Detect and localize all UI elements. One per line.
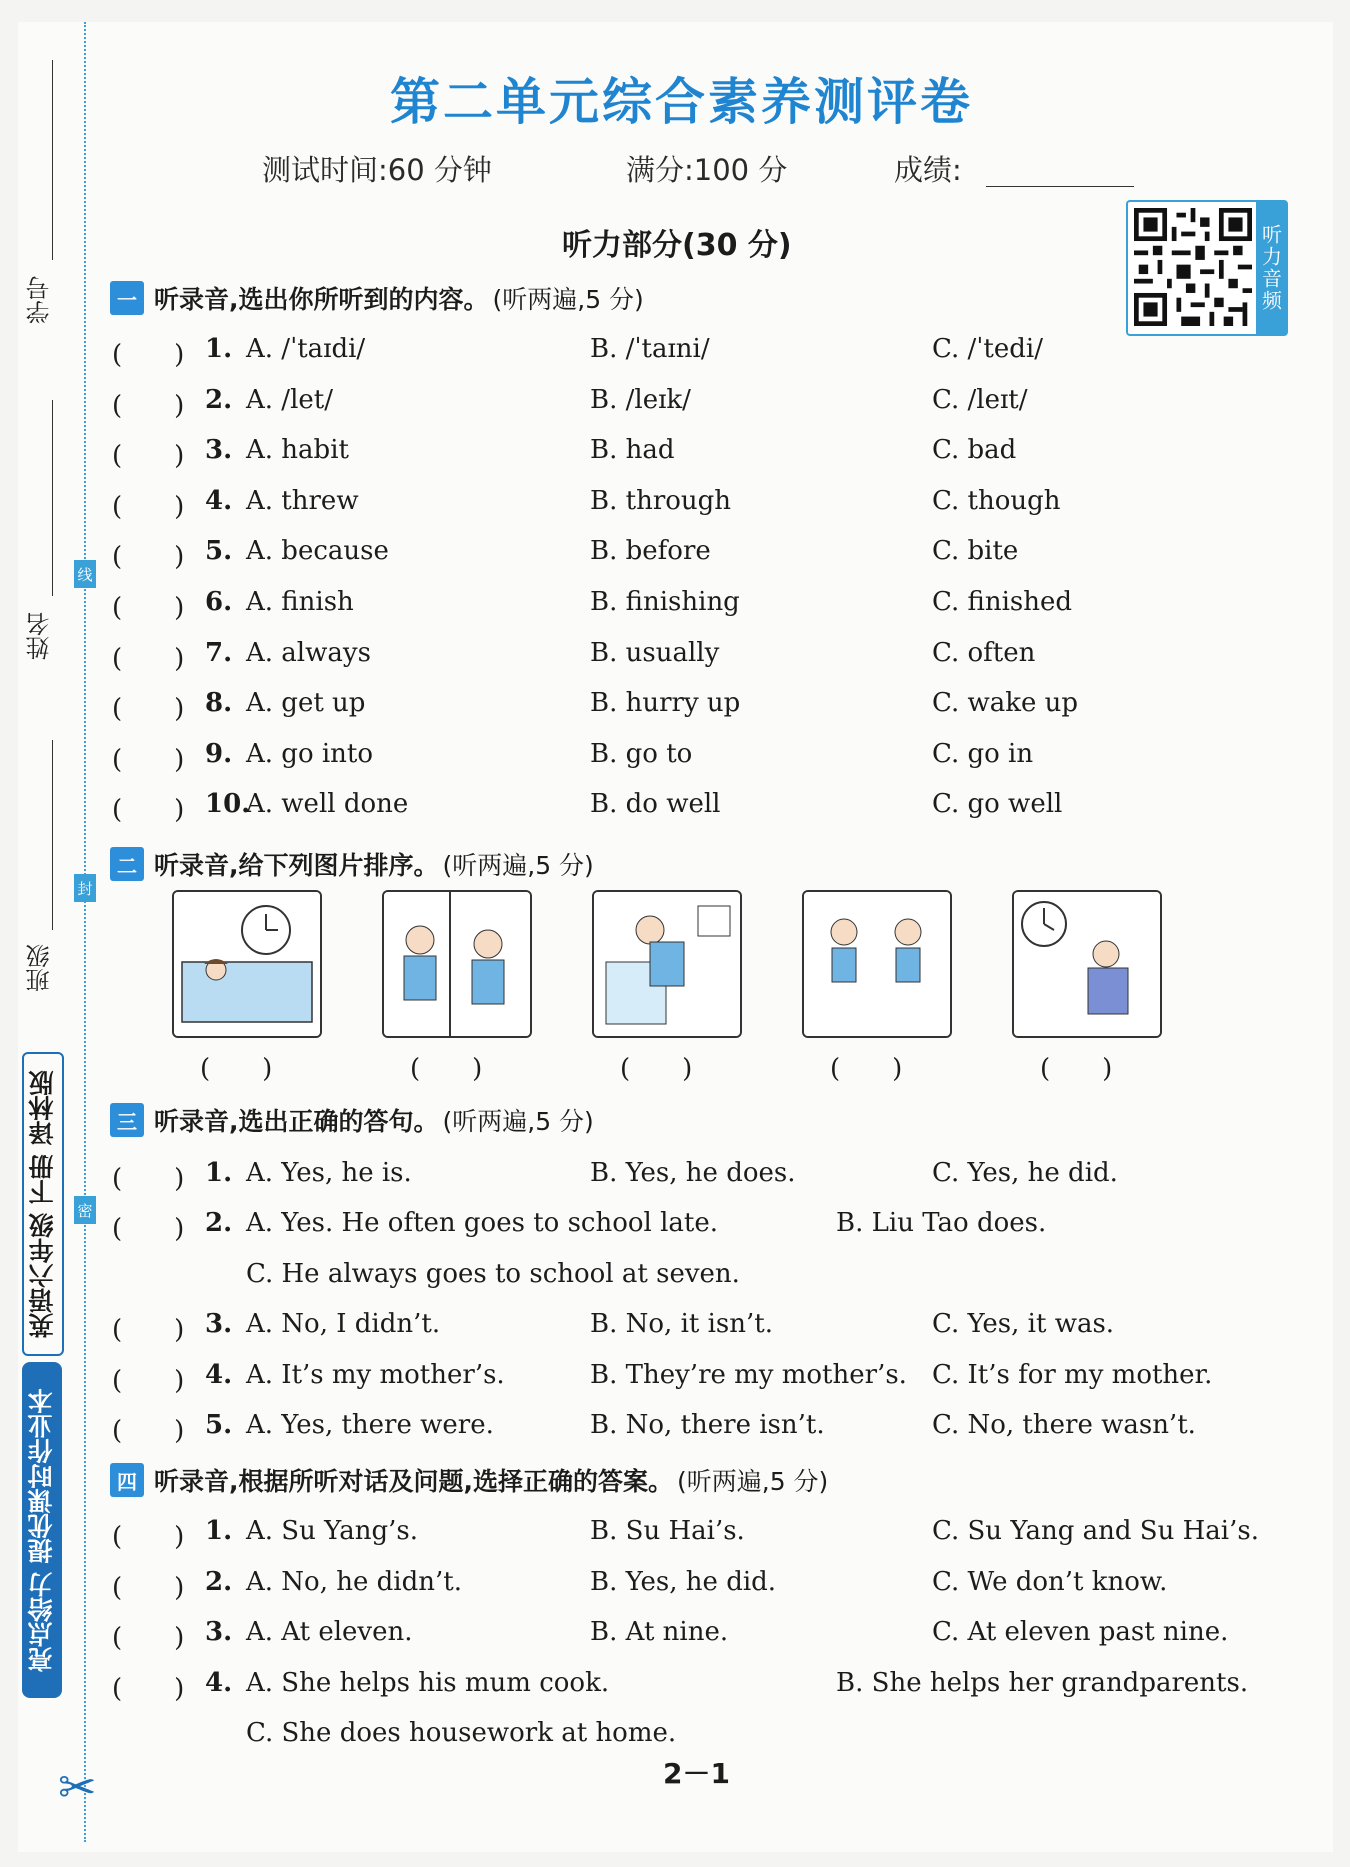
bind-mark-seal: 封	[74, 874, 96, 902]
option-c: C. finished	[932, 587, 1073, 617]
option-b: B. through	[590, 485, 732, 516]
binding-dashed-line	[84, 22, 86, 1842]
section-note: (听两遍,5 分)	[442, 1107, 594, 1136]
answer-paren[interactable]: ( )	[112, 643, 185, 674]
option-a: A. Yes. He often goes to school late.	[246, 1208, 719, 1239]
answer-paren[interactable]: ( )	[112, 744, 185, 775]
option-a: A. habit	[246, 435, 349, 466]
question-number: 1.	[205, 1158, 233, 1188]
section-4-heading	[110, 1462, 828, 1498]
answer-paren[interactable]: ( )	[112, 340, 185, 370]
option-b: B. She helps her grandparents.	[836, 1667, 1249, 1698]
option-c: C. go in	[932, 738, 1034, 769]
question-number: 7.	[205, 637, 233, 668]
option-c: C. bite	[932, 536, 1019, 567]
option-b: B. Su Hai’s.	[590, 1516, 745, 1546]
answer-paren[interactable]: ( )	[200, 1054, 273, 1084]
section-note: (听两遍,5 分)	[677, 1467, 829, 1496]
option-b: B. /leɪk/	[590, 384, 691, 415]
question-number: 4.	[205, 1667, 233, 1698]
full-score: 满分:100 分	[626, 153, 788, 187]
section-1-heading	[110, 280, 644, 316]
option-c: C. though	[932, 485, 1061, 516]
page-number: 2－1	[663, 1757, 730, 1790]
option-b: B. At nine.	[590, 1617, 729, 1648]
answer-paren[interactable]: ( )	[112, 694, 185, 725]
answer-paren[interactable]: ( )	[112, 593, 185, 623]
student-no-label: 学号	[26, 276, 54, 324]
section-number: 四	[110, 1463, 144, 1497]
section-number: 一	[110, 281, 144, 315]
question-number: 8.	[205, 688, 233, 719]
option-a: A. At eleven.	[246, 1617, 413, 1648]
score-label: 成绩:	[894, 153, 962, 187]
page-title: 第二单元综合素养测评卷	[390, 73, 973, 131]
answer-paren[interactable]: ( )	[112, 491, 185, 522]
option-c: C. bad	[932, 435, 1017, 466]
answer-paren[interactable]: ( )	[112, 1315, 185, 1346]
option-a: A. She helps his mum cook.	[246, 1667, 610, 1698]
option-c: C. She does housework at home.	[246, 1718, 677, 1749]
option-a: A. threw	[246, 485, 359, 516]
option-b: B. do well	[590, 789, 721, 820]
option-b: B. usually	[590, 637, 720, 668]
question-number: 2.	[205, 1566, 233, 1597]
option-a: A. go into	[246, 738, 374, 769]
option-c: C. He always goes to school at seven.	[246, 1258, 740, 1289]
option-c: C. Yes, he did.	[932, 1158, 1118, 1188]
name-line	[52, 400, 53, 596]
option-c: C. /leɪt/	[932, 384, 1028, 415]
option-c: C. We don’t know.	[932, 1566, 1168, 1597]
option-c: C. Su Yang and Su Hai’s.	[932, 1516, 1259, 1546]
option-a: A. No, he didn’t.	[246, 1566, 462, 1597]
picture-washing-face	[592, 890, 742, 1038]
test-time: 测试时间:60 分钟	[262, 153, 492, 187]
option-a: A. well done	[246, 789, 409, 820]
score-blank[interactable]	[986, 186, 1134, 187]
option-a: A. get up	[246, 688, 366, 719]
option-c: C. often	[932, 637, 1036, 668]
option-a: A. always	[246, 637, 371, 668]
option-c: C. go well	[932, 789, 1063, 820]
option-b: B. had	[590, 435, 675, 466]
option-b: B. Yes, he does.	[590, 1158, 796, 1188]
section-number: 二	[110, 847, 144, 881]
option-a: A. /let/	[246, 384, 333, 415]
question-number: 10.	[205, 789, 251, 820]
picture-late-boys	[382, 890, 532, 1038]
answer-paren[interactable]: ( )	[112, 542, 185, 573]
section-title: 听录音,给下列图片排序。	[154, 851, 439, 880]
question-number: 5.	[205, 1410, 233, 1440]
option-c: C. At eleven past nine.	[932, 1617, 1229, 1648]
option-c: C. Yes, it was.	[932, 1309, 1115, 1340]
scissors-icon: ✂	[58, 1760, 97, 1814]
section-note: (听两遍,5 分)	[442, 851, 594, 880]
class-label: 班级	[26, 944, 54, 992]
option-b: B. Liu Tao does.	[836, 1208, 1047, 1239]
answer-paren[interactable]: ( )	[112, 390, 185, 421]
listening-part-heading: 听力部分(30 分)	[562, 228, 792, 263]
answer-paren[interactable]: ( )	[410, 1054, 483, 1084]
bind-mark-line: 线	[74, 560, 96, 588]
question-number: 3.	[205, 1617, 233, 1648]
option-b: B. No, it isn’t.	[590, 1309, 773, 1340]
question-number: 2.	[205, 384, 233, 415]
question-number: 1.	[205, 334, 233, 364]
question-number: 4.	[205, 1359, 233, 1390]
option-c: C. /ˈtedi/	[932, 334, 1043, 364]
section-title: 听录音,选出你所听到的内容。	[154, 285, 489, 314]
option-a: A. finish	[246, 587, 354, 617]
section-3-heading	[110, 1102, 594, 1138]
option-b: B. before	[590, 536, 711, 567]
option-b: B. They’re my mother’s.	[590, 1359, 907, 1390]
question-number: 6.	[205, 587, 233, 617]
question-number: 9.	[205, 738, 233, 769]
answer-paren[interactable]: ( )	[112, 1572, 185, 1603]
answer-paren[interactable]: ( )	[112, 795, 185, 826]
option-a: A. Yes, there were.	[246, 1410, 494, 1440]
question-number: 2.	[205, 1208, 233, 1239]
answer-paren[interactable]: ( )	[112, 1673, 185, 1704]
question-number: 4.	[205, 485, 233, 516]
question-number: 5.	[205, 536, 233, 567]
answer-paren[interactable]: ( )	[112, 1416, 185, 1446]
class-line	[52, 740, 53, 930]
answer-paren[interactable]: ( )	[112, 1214, 185, 1245]
qr-tag: 听力音频	[1256, 202, 1286, 334]
option-a: A. /ˈtaɪdi/	[246, 334, 366, 364]
option-b: B. /ˈtaɪni/	[590, 334, 710, 364]
option-b: B. No, there isn’t.	[590, 1410, 825, 1440]
answer-paren[interactable]: ( )	[1040, 1054, 1113, 1084]
question-number: 3.	[205, 435, 233, 466]
option-a: A. Yes, he is.	[246, 1158, 412, 1188]
answer-paren[interactable]: ( )	[112, 1522, 185, 1552]
option-c: C. No, there wasn’t.	[932, 1410, 1196, 1440]
series-label: 英语六年级 下册 译林版	[22, 1052, 64, 1356]
picture-exercising	[802, 890, 952, 1038]
qr-code-icon	[1134, 208, 1252, 326]
answer-paren[interactable]: ( )	[112, 1623, 185, 1654]
answer-paren[interactable]: ( )	[112, 1164, 185, 1194]
option-b: B. go to	[590, 738, 693, 769]
section-number: 三	[110, 1103, 144, 1137]
student-no-line	[52, 60, 53, 260]
section-2-heading	[110, 846, 594, 882]
qr-code-box[interactable]	[1126, 200, 1288, 336]
section-title: 听录音,根据所听对话及问题,选择正确的答案。	[154, 1467, 673, 1496]
option-a: A. It’s my mother’s.	[246, 1359, 505, 1390]
option-b: B. Yes, he did.	[590, 1566, 777, 1597]
option-b: B. hurry up	[590, 688, 741, 719]
answer-paren[interactable]: ( )	[112, 441, 185, 472]
brand-label: 亮点给力 提优课时作业本	[22, 1362, 62, 1698]
section-note: (听两遍,5 分)	[492, 285, 644, 314]
option-b: B. finishing	[590, 587, 740, 617]
answer-paren[interactable]: ( )	[830, 1054, 903, 1084]
question-number: 3.	[205, 1309, 233, 1340]
answer-paren[interactable]: ( )	[620, 1054, 693, 1084]
picture-sleeping	[172, 890, 322, 1038]
name-label: 姓名	[26, 612, 54, 660]
question-number: 1.	[205, 1516, 233, 1546]
option-a: A. because	[246, 536, 389, 567]
option-a: A. Su Yang’s.	[246, 1516, 419, 1546]
picture-getting-up	[1012, 890, 1162, 1038]
option-c: C. wake up	[932, 688, 1079, 719]
answer-paren[interactable]: ( )	[112, 1365, 185, 1396]
bind-mark-close: 密	[74, 1196, 96, 1224]
option-c: C. It’s for my mother.	[932, 1359, 1213, 1390]
section-title: 听录音,选出正确的答句。	[154, 1107, 439, 1136]
option-a: A. No, I didn’t.	[246, 1309, 441, 1340]
